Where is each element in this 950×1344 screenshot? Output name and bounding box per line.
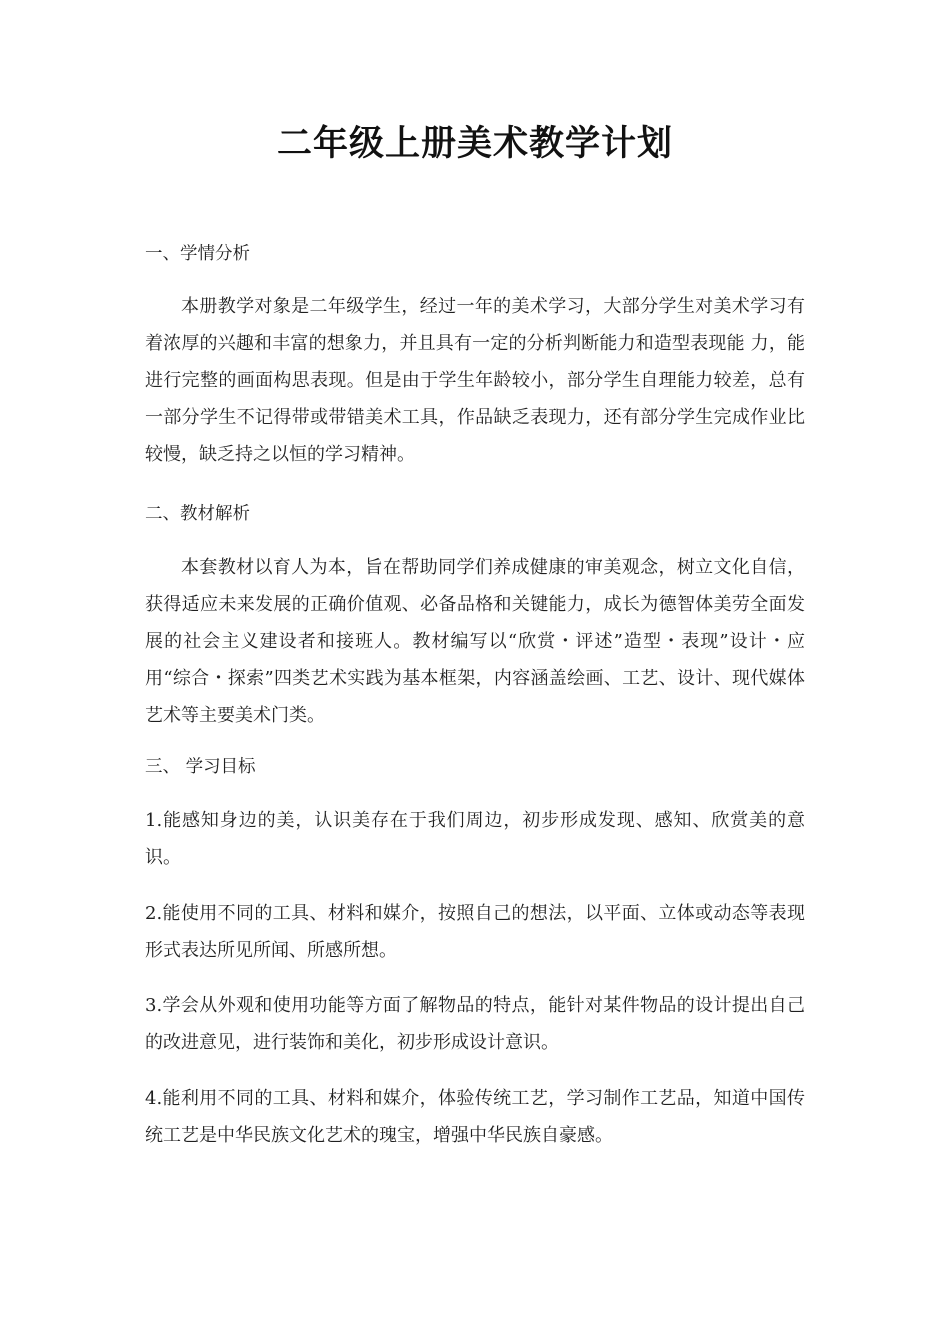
paragraph-textbook-analysis: 本套教材以育人为本，旨在帮助同学们养成健康的审美观念，树立文化自信，获得适应未来发展的正确价值观、必备品格和关键能力，成长为德智体美劳全面发展的社会主义建设者和接班人。教材编写以“欣赏・评述”造型・表现”设计・应用“综合・探索”四类艺术实践为基本框架，内容涵盖绘画、工艺、设计、现代媒体艺术等主要美术门类。 [145, 557, 805, 726]
paragraph-learning-analysis: 本册教学对象是二年级学生，经过一年的美术学习，大部分学生对美术学习有着浓厚的兴趣和丰富的想象力，并且具有一定的分析判断能力和造型表现能 力，能进行完整的画面构思表现。但是由于学生年龄较小，部分学生自理能力较差，总有一部分学生不记得带或带错美术工具，作品缺乏表现力，还有部分学生完成作业比较慢，缺乏持之以恒的学习精神。 [145, 296, 805, 465]
goal-item-2: 2.能使用不同的工具、材料和媒介，按照自己的想法，以平面、立体或动态等表现形式表达所见所闻、所感所想。 [145, 903, 805, 961]
section-heading-textbook-analysis: 二、教材解析 [145, 504, 250, 524]
goal-item-4: 4.能利用不同的工具、材料和媒介，体验传统工艺，学习制作工艺品，知道中国传统工艺是中华民族文化艺术的瑰宝，增强中华民族自豪感。 [145, 1088, 805, 1146]
goal-item-1: 1.能感知身边的美，认识美存在于我们周边，初步形成发现、感知、欣赏美的意识。 [145, 810, 805, 868]
page-title: 二年级上册美术教学计划 [276, 124, 673, 164]
section-heading-learning-goals: 三、 学习目标 [145, 757, 256, 777]
goal-item-3: 3.学会从外观和使用功能等方面了解物品的特点，能针对某件物品的设计提出自己的改进意见，进行装饰和美化，初步形成设计意识。 [145, 995, 805, 1053]
section-heading-learning-analysis: 一、学情分析 [145, 244, 250, 264]
